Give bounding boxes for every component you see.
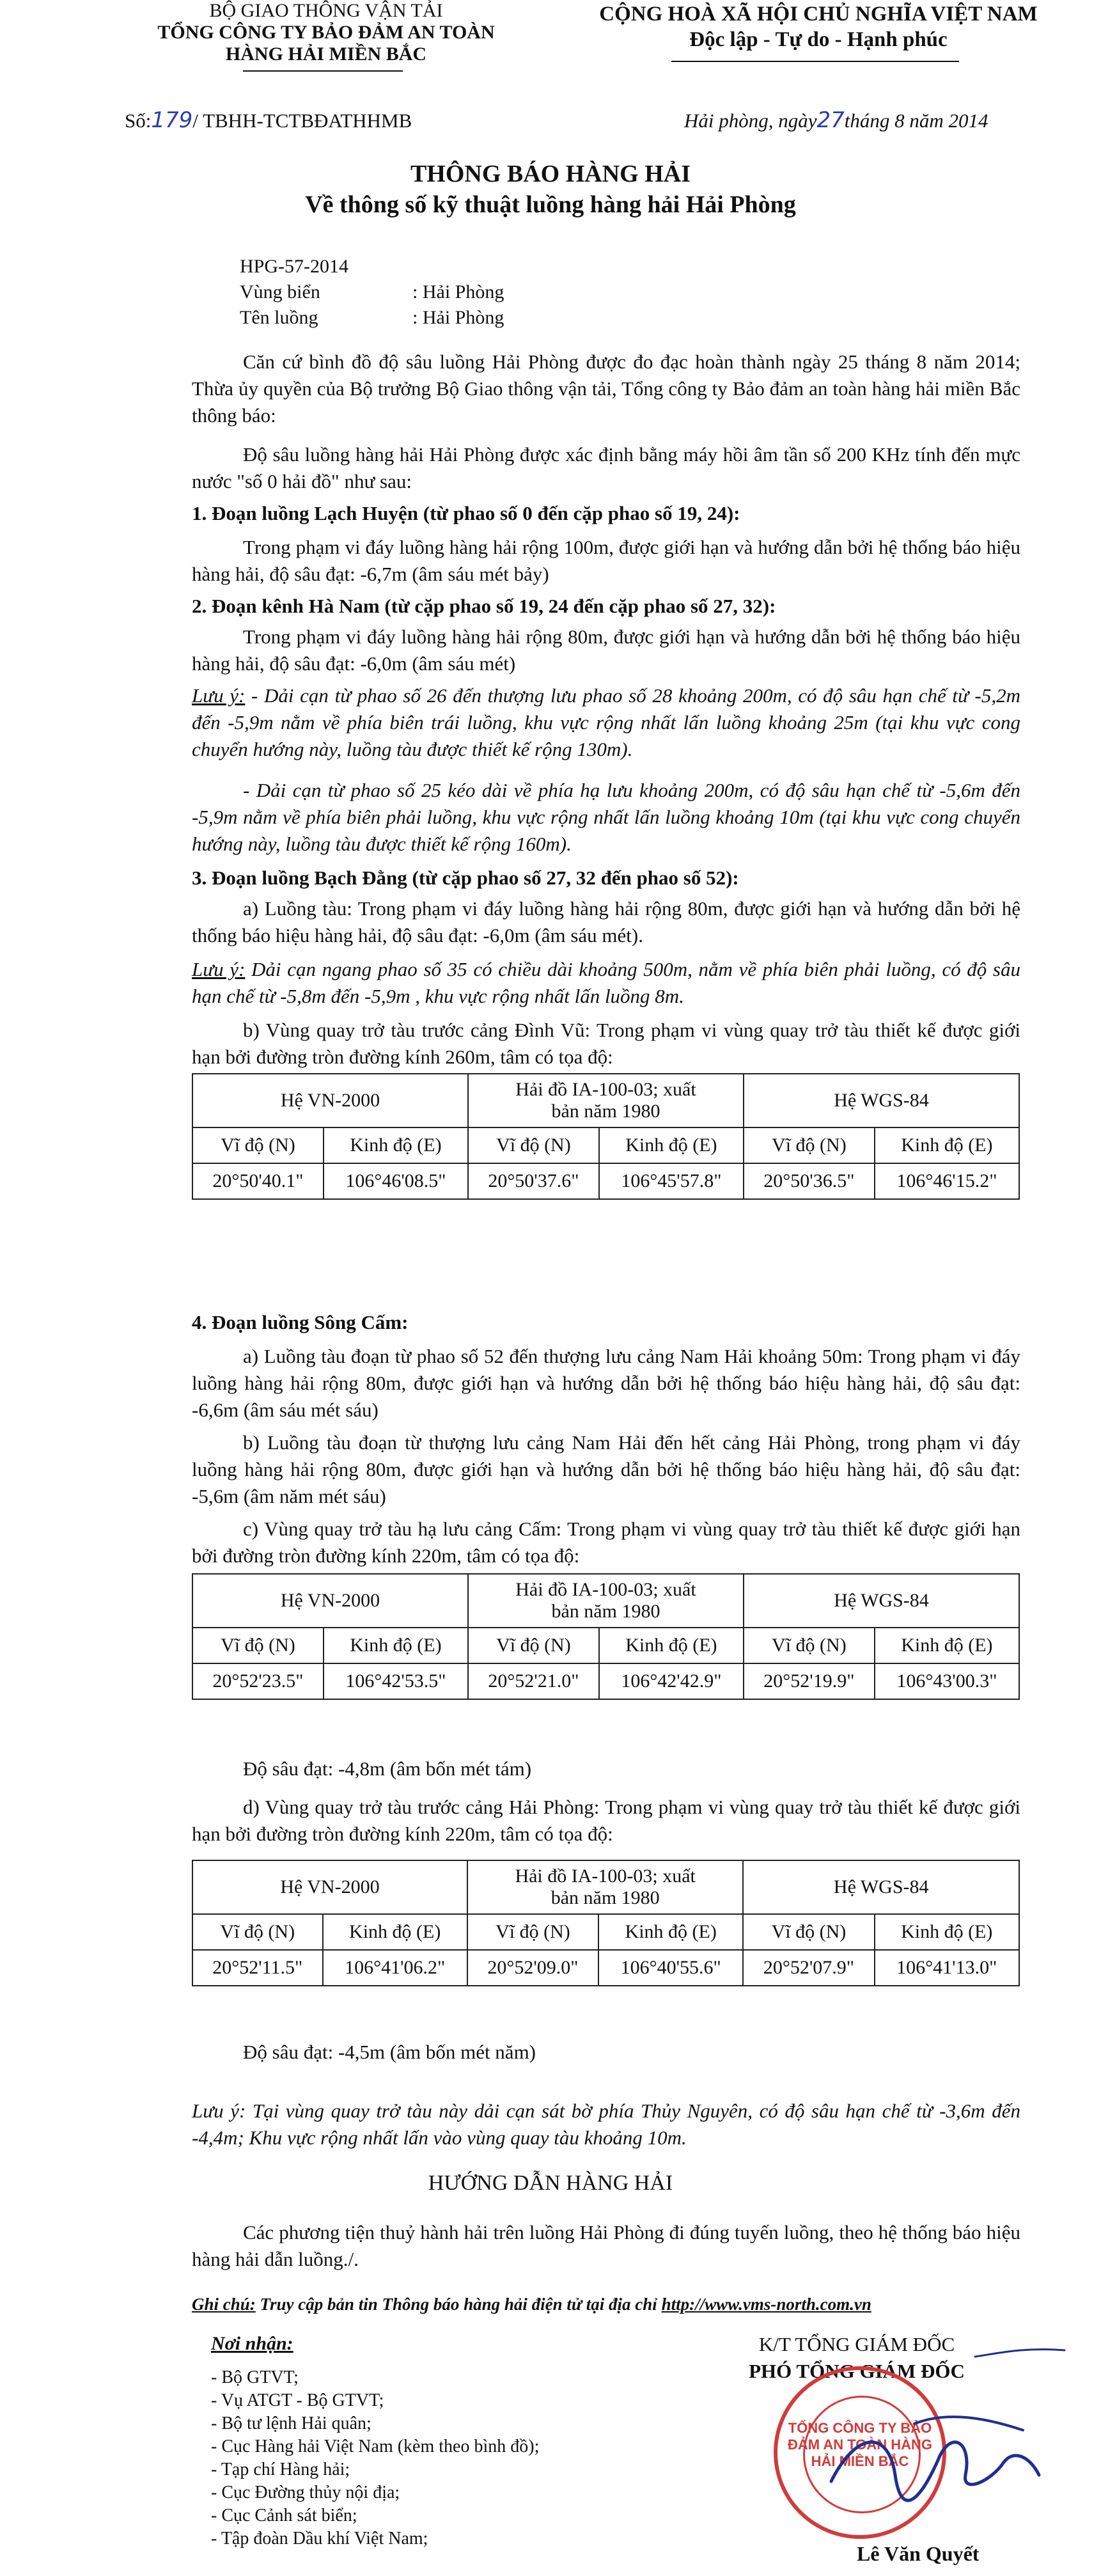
date-suffix: tháng 8 năm 2014 [844,109,988,132]
section-4-heading: 4. Đoạn luồng Sông Cấm: [192,1311,409,1333]
recipient-item: - Cục Cảnh sát biển; [211,2506,357,2525]
recipient-item: - Tập đoàn Dầu khí Việt Nam; [211,2529,428,2549]
table-cell: 20°50'36.5" [744,1163,875,1199]
ia-line-2: bản năm 1980 [551,1101,660,1122]
col-lon: Kinh độ (E) [599,1127,744,1163]
coordinate-table-dinh-vu [192,1073,1020,1200]
table-cell: 106°43'00.3" [875,1663,1019,1699]
col-lon: Kinh độ (E) [323,1914,467,1950]
sea-value: : Hải Phòng [412,281,504,302]
table-cell: 20°50'37.6" [468,1163,599,1199]
section-3-note [192,956,1020,1010]
ia-line-2: bản năm 1980 [550,1887,660,1908]
section-3-heading: 3. Đoạn luồng Bạch Đằng (từ cặp phao số 27, 32 đến phao số 52): [192,867,739,889]
section-4-d-depth: Độ sâu đạt: -4,5m (âm bốn mét năm) [243,2041,536,2063]
col-lon: Kinh độ (E) [599,1628,744,1663]
ref-prefix: Số: [125,109,152,132]
section-2-note-2: - Dải cạn từ phao số 25 kéo dài về phía hạ lưu khoảng 200m, có độ sâu hạn chế từ -5,6m đến -5,9m nằm về phía biên phải luồng, khu vực rộng nhất lấn luồng khoảng 10m (tại khu vực cong chuyển hướng này, luồng tàu được thiết kế rộng 160m). [192,779,1020,855]
national-motto: Độc lập - Tự do - Hạnh phúc [689,28,948,51]
col-lat: Vĩ độ (N) [744,1628,875,1663]
agency-line-3: HÀNG HẢI MIỀN BẮC [225,43,427,65]
date-day: 27 [816,107,845,133]
table-cell: 20°52'21.0" [468,1663,599,1699]
recipient-item: - Bộ GTVT; [211,2368,299,2387]
table-cell: 20°52'09.0" [467,1950,598,1986]
table-cell: 106°41'13.0" [875,1950,1020,1986]
note-text: Dải cạn ngang phao số 35 có chiều dài khoảng 500m, nằm về phía biên phải luồng, có độ sâu hạn chế từ -5,8m đến -5,9m , khu vực rộng nhất lấn luồng 8m. [192,958,1020,1007]
col-lon: Kinh độ (E) [598,1914,743,1950]
recipient-item: - Cục Đường thủy nội địa; [211,2483,400,2502]
section-3-b: b) Vùng quay trở tàu trước cảng Đình Vũ: Trong phạm vi vùng quay trở tàu thiết kế được giới hạn bởi đường tròn đường kính 260m, tâm có tọa độ: [192,1019,1020,1068]
recipients-label: Nơi nhận: [211,2333,293,2354]
table-cell: 106°46'15.2" [875,1163,1019,1199]
note-text: Tại vùng quay trở tàu này dải cạn sát bờ phía Thủy Nguyên, có độ sâu hạn chế từ -3,6m đến -4,4m; Khu vực rộng nhất lấn vào vùng quay tàu khoảng 10m. [192,2100,1020,2149]
footnote-label: Ghi chú: [192,2295,256,2314]
section-4-b: b) Luồng tàu đoạn từ thượng lưu cảng Nam Hải đến hết cảng Hải Phòng, trong phạm vi đáy luồng hàng hải rộng 80m, được giới hạn và hướng dẫn bởi hệ thống báo hiệu hàng hải, độ sâu đạt: -5,6m (âm năm mét sáu) [192,1431,1020,1507]
header-vn2000: Hệ VN-2000 [192,1860,467,1914]
ia-line-1: Hải đồ IA-100-03; xuất [515,1079,696,1100]
guidance-text: Các phương tiện thuỷ hành hải trên luồng Hải Phòng đi đúng tuyến luồng, theo hệ thống báo hiệu hàng hải dẫn luồng./. [192,2221,1020,2270]
col-lat: Vĩ độ (N) [467,1914,598,1950]
document-reference [125,107,412,133]
col-lat: Vĩ độ (N) [468,1127,599,1163]
footnote-text: Truy cập bản tin Thông báo hàng hải điện tử tại địa chỉ [255,2295,662,2314]
sea-area [240,281,504,303]
national-header [575,1,1061,52]
table-cell: 106°42'53.5" [324,1663,468,1699]
header-wgs84: Hệ WGS-84 [744,1574,1019,1628]
ia-line-2: bản năm 1980 [551,1601,660,1622]
section-4-c-depth: Độ sâu đạt: -4,8m (âm bốn mét tám) [243,1757,532,1780]
agency-line-1: BỘ GIAO THÔNG VẬN TẢI [209,0,443,21]
section-1-text: Trong phạm vi đáy luồng hàng hải rộng 100m, được giới hạn và hướng dẫn bởi hệ thống báo hiệu hàng hải, độ sâu đạt: -6,7m (âm sáu mét bảy) [192,536,1020,585]
intro-paragraph-1: Căn cứ bình đồ độ sâu luồng Hải Phòng được đo đạc hoàn thành ngày 25 tháng 8 năm 2014; Thừa ủy quyền của Bộ trưởng Bộ Giao thông vận tải, Tổng công ty Bảo đảm an toàn hàng hải miền Bắc thông báo: [192,350,1020,427]
col-lon: Kinh độ (E) [875,1914,1020,1950]
initial-mark [972,2341,1068,2366]
col-lon: Kinh độ (E) [324,1628,468,1663]
document-date [684,107,988,133]
col-lon: Kinh độ (E) [324,1127,468,1163]
section-4-d: d) Vùng quay trở tàu trước cảng Hải Phòng: Trong phạm vi vùng quay trở tàu thiết kế được giới hạn bởi đường tròn đường kính 220m, tâm có tọa độ: [192,1796,1020,1845]
section-4-c: c) Vùng quay trở tàu hạ lưu cảng Cấm: Trong phạm vi vùng quay trở tàu thiết kế được giới hạn bởi đường tròn đường kính 220m, tâm có tọa độ: [192,1518,1020,1567]
col-lat: Vĩ độ (N) [192,1628,324,1663]
table-cell: 20°52'11.5" [192,1950,323,1986]
header-vn2000: Hệ VN-2000 [192,1574,468,1628]
table-cell: 106°45'57.8" [599,1163,744,1199]
signature-title-1: K/T TỔNG GIÁM ĐỐC [758,2333,955,2355]
coordinate-table-cam [192,1573,1020,1700]
channel-label: Tên luồng [240,307,318,328]
table-cell: 20°52'19.9" [744,1663,875,1699]
table-cell: 20°50'40.1" [192,1163,324,1199]
section-2-heading: 2. Đoạn kênh Hà Nam (từ cặp phao số 19, 24 đến cặp phao số 27, 32): [192,595,776,617]
note-label: Lưu ý: [192,2100,246,2122]
col-lat: Vĩ độ (N) [744,1127,875,1163]
col-lat: Vĩ độ (N) [468,1628,599,1663]
footnote [192,2295,1023,2314]
ref-number: 179 [151,107,193,133]
recipient-item: - Bộ tư lệnh Hải quân; [211,2414,371,2433]
table-cell: 106°46'08.5" [324,1163,468,1199]
col-lat: Vĩ độ (N) [192,1127,324,1163]
recipient-item: - Cục Hàng hải Việt Nam (kèm theo bình đồ); [211,2437,540,2456]
col-lat: Vĩ độ (N) [192,1914,323,1950]
header-wgs84: Hệ WGS-84 [744,1074,1019,1127]
note-text: - Dải cạn từ phao số 26 đến thượng lưu phao số 28 khoảng 200m, có độ sâu hạn chế từ -5,2m đến -5,9m nằm về phía biên trái luồng, khu vực rộng nhất lấn luồng khoảng 25m (tại khu vực cong chuyển hướng này, luồng tàu được thiết kế rộng 130m). [192,684,1021,760]
table-cell: 106°40'55.6" [598,1950,743,1986]
ia-line-1: Hải đồ IA-100-03; xuất [515,1865,696,1887]
recipient-item: - Tạp chí Hàng hải; [211,2460,350,2479]
table-cell: 106°41'06.2" [323,1950,467,1986]
header-ia-chart [467,1860,744,1914]
table-cell: 20°52'23.5" [192,1663,324,1699]
signature-title-2: PHÓ TỔNG GIÁM ĐỐC [749,2360,965,2382]
recipients-list [211,2366,539,2550]
table-cell: 20°52'07.9" [743,1950,874,1986]
footnote-link[interactable]: http://www.vms-north.com.vn [661,2295,871,2314]
recipient-item: - Vụ ATGT - Bộ GTVT; [211,2391,384,2410]
ref-suffix: / TBHH-TCTBĐATHHMB [192,109,412,132]
header-wgs84: Hệ WGS-84 [743,1860,1019,1914]
date-prefix: Hải phòng, ngày [684,109,817,132]
channel-value: : Hải Phòng [412,307,504,328]
agency-header [147,0,505,65]
national-title: CỘNG HOÀ XÃ HỘI CHỦ NGHĨA VIỆT NAM [599,3,1038,26]
table-cell: 106°42'42.9" [599,1663,744,1699]
col-lon: Kinh độ (E) [875,1628,1019,1663]
sea-label: Vùng biển [240,281,320,302]
section-4-note [192,2098,1020,2151]
section-4-a: a) Luồng tàu đoạn từ phao số 52 đến thượng lưu cảng Nam Hải khoảng 50m: Trong phạm vi đáy luồng hàng hải rộng 80m, được giới hạn và hướng dẫn bởi hệ thống báo hiệu hàng hải, độ sâu đạt: -6,6m (âm sáu mét sáu) [192,1345,1020,1421]
signer-name: Lê Văn Quyết [857,2542,980,2565]
agency-underline [243,70,403,72]
intro-paragraph-2: Độ sâu luồng hàng hải Hải Phòng được xác định bằng máy hồi âm tần số 200 KHz tính đến mực nước "số 0 hải đồ" như sau: [192,443,1020,492]
document-title: THÔNG BÁO HÀNG HẢI [410,161,691,187]
section-2-note-1 [192,682,1020,763]
section-1-heading: 1. Đoạn luồng Lạch Huyện (từ phao số 0 đến cặp phao số 19, 24): [192,502,740,524]
col-lat: Vĩ độ (N) [743,1914,874,1950]
channel-name [240,307,504,329]
note-label: Lưu ý: [192,684,246,707]
section-3-a: a) Luồng tàu: Trong phạm vi đáy luồng hàng hải rộng 80m, được giới hạn và hướng dẫn bởi hệ thống báo hiệu hàng hải, độ sâu đạt: -6,0m (âm sáu mét). [192,897,1020,946]
ia-line-1: Hải đồ IA-100-03; xuất [515,1579,696,1600]
header-ia-chart [468,1574,744,1628]
handwritten-signature [818,2405,1061,2520]
agency-line-2: TỔNG CÔNG TY BẢO ĐẢM AN TOÀN [157,22,495,43]
seal-text: TỔNG CÔNG TY BẢO ĐẢM AN TOÀN HÀNG HẢI MIỀN BẮC [787,2420,933,2469]
document-subtitle: Về thông số kỹ thuật luồng hàng hải Hải Phòng [305,191,796,218]
header-vn2000: Hệ VN-2000 [192,1074,468,1127]
section-2-text: Trong phạm vi đáy luồng hàng hải rộng 80m, được giới hạn và hướng dẫn bởi hệ thống báo hiệu hàng hải, độ sâu đạt: -6,0m (âm sáu mét) [192,625,1020,675]
note-label: Lưu ý: [192,958,246,980]
col-lon: Kinh độ (E) [875,1127,1019,1163]
notice-code: HPG-57-2014 [240,256,348,277]
guidance-heading: HƯỚNG DẪN HÀNG HẢI [428,2171,673,2195]
coordinate-table-hai-phong [192,1860,1020,1986]
motto-underline [671,61,959,62]
header-ia-chart [468,1074,744,1127]
